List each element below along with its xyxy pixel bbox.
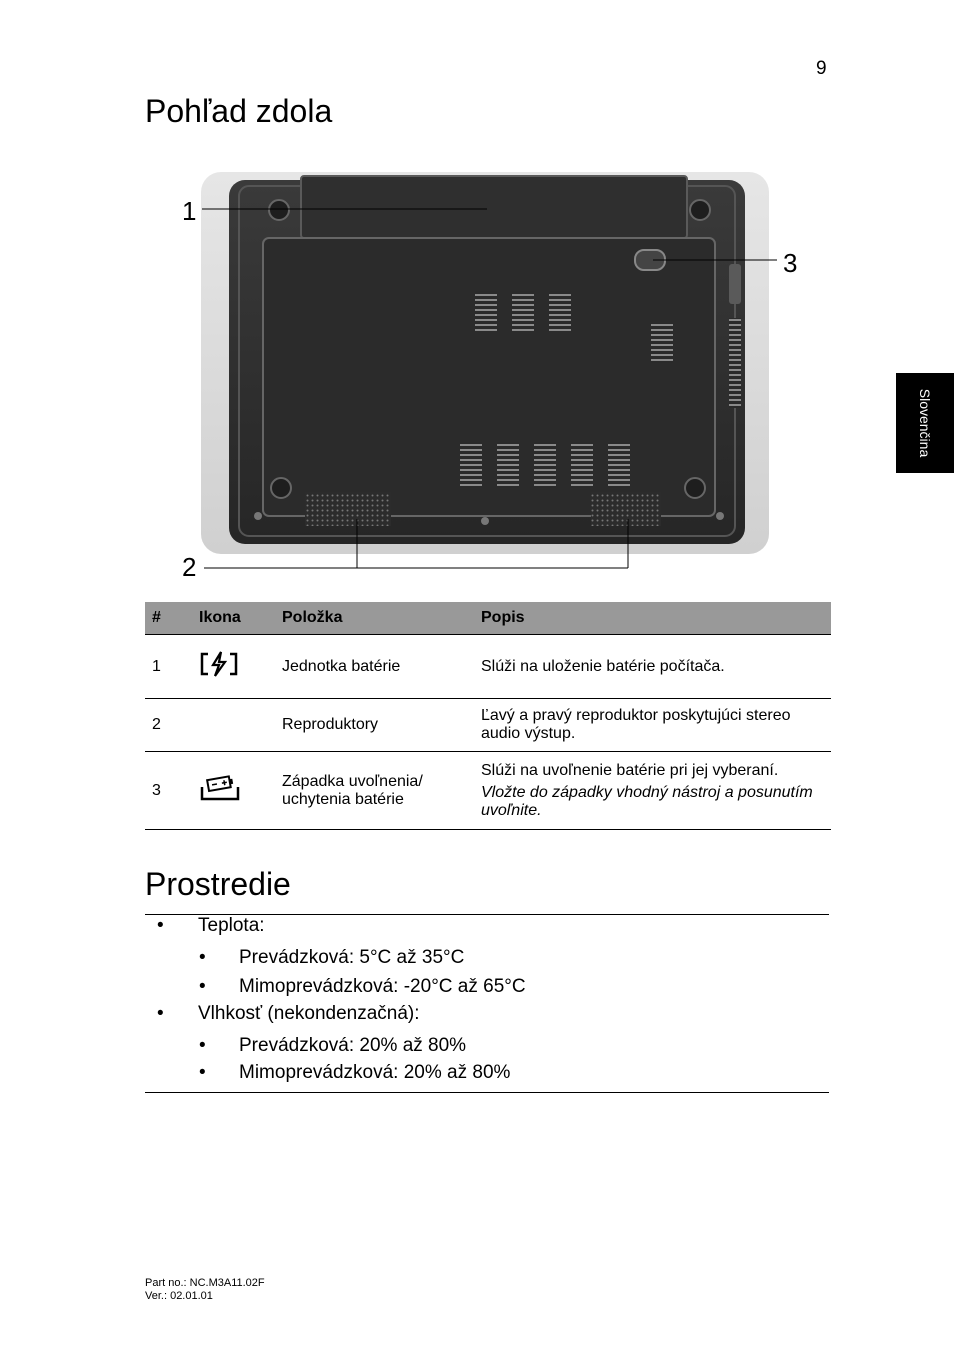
list-item — [157, 915, 265, 937]
table-row — [145, 635, 831, 699]
row-icon — [192, 752, 275, 830]
list-item — [157, 1003, 420, 1025]
table-header-row — [145, 602, 831, 635]
header-num: # — [145, 602, 192, 635]
header-item: Položka — [275, 602, 474, 635]
row-icon — [192, 635, 275, 699]
row-item: Jednotka batérie — [275, 635, 474, 699]
row-num: 3 — [145, 752, 192, 830]
callout-1: 1 — [182, 196, 197, 226]
bullet: • — [157, 915, 164, 936]
section-title-bottom-view: Pohľad zdola — [145, 93, 333, 129]
bullet: • — [199, 976, 206, 997]
section-rule-bottom — [145, 1092, 829, 1093]
humidity-label: Vlhkosť (nekondenzačná): — [198, 1003, 420, 1024]
row-desc: Ľavý a pravý reproduktor poskytujúci stereo audio výstup. — [474, 699, 831, 752]
humidity-operating: Prevádzková: 20% až 80% — [239, 1035, 467, 1056]
row-item: Západka uvoľnenia/ uchytenia batérie — [275, 752, 474, 830]
part-number: Part no.: NC.M3A11.02F — [145, 1277, 265, 1289]
callout-3: 3 — [783, 248, 798, 278]
bullet: • — [199, 1062, 206, 1083]
battery-bay-icon — [199, 650, 239, 678]
language-label: Slovenčina — [917, 388, 933, 458]
bullet: • — [199, 1035, 206, 1056]
row-item: Reproduktory — [275, 699, 474, 752]
list-item — [199, 976, 526, 998]
footer — [145, 1277, 265, 1303]
components-table — [145, 602, 831, 830]
list-item — [199, 947, 464, 969]
row-note: Vložte do západky vhodný nástroj a posunutím uvoľnite. — [481, 783, 813, 819]
row-desc: Slúži na uloženie batérie počítača. — [474, 635, 831, 699]
temp-non-operating: Mimoprevádzková: -20°C až 65°C — [239, 976, 526, 997]
table-row — [145, 699, 831, 752]
row-num: 2 — [145, 699, 192, 752]
row-num: 1 — [145, 635, 192, 699]
version: Ver.: 02.01.01 — [145, 1290, 213, 1302]
header-desc: Popis — [474, 602, 831, 635]
page-number: 9 — [816, 58, 827, 79]
bullet: • — [199, 947, 206, 968]
temp-operating: Prevádzková: 5°C až 35°C — [239, 947, 465, 968]
battery-release-icon — [199, 773, 241, 803]
list-item — [199, 1035, 466, 1057]
row-desc-text: Slúži na uvoľnenie batérie pri jej vyberaní. — [481, 761, 779, 779]
bullet: • — [157, 1003, 164, 1024]
row-desc — [474, 752, 831, 830]
list-item — [199, 1062, 510, 1084]
section-title-environment: Prostredie — [145, 866, 291, 902]
callout-lines — [0, 0, 954, 600]
table-row — [145, 752, 831, 830]
row-icon — [192, 699, 275, 752]
temperature-label: Teplota: — [198, 915, 265, 936]
header-icon: Ikona — [192, 602, 275, 635]
callout-2: 2 — [182, 552, 197, 582]
humidity-non-operating: Mimoprevádzková: 20% až 80% — [239, 1062, 511, 1083]
